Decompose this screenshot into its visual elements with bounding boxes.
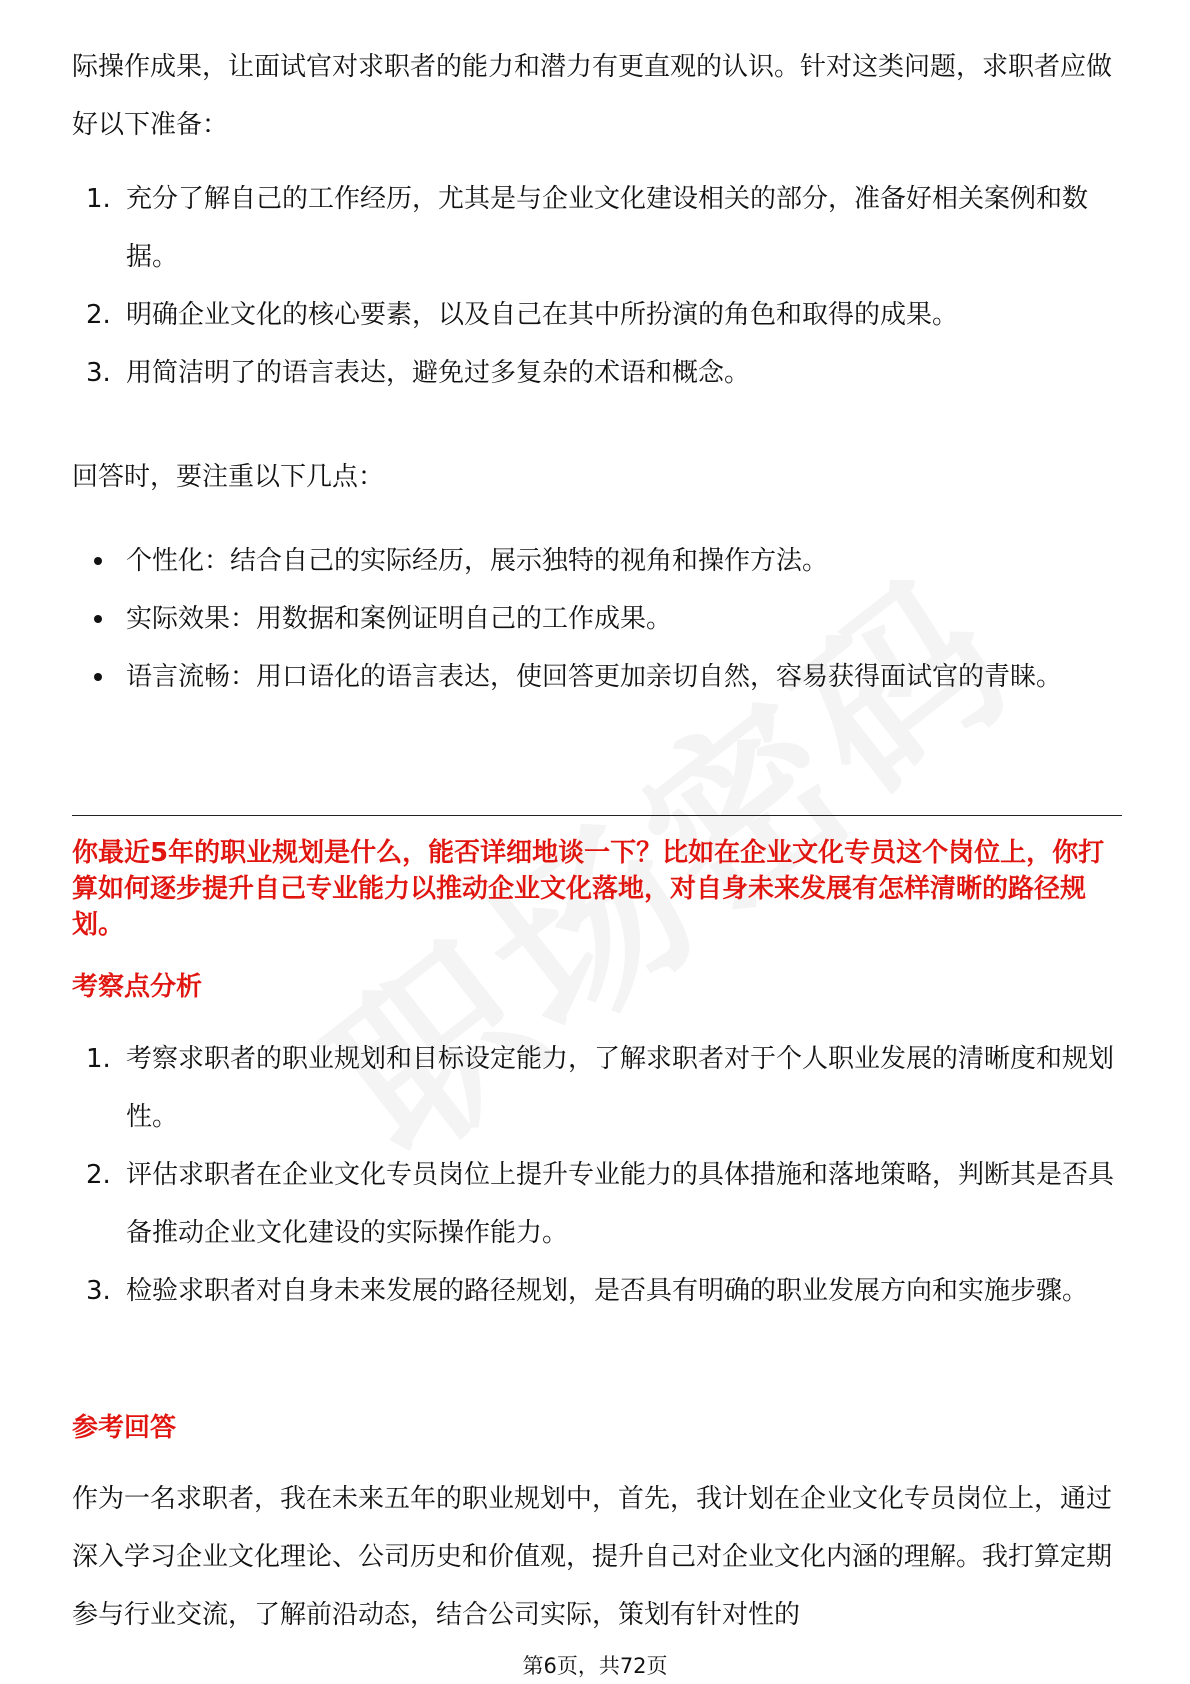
list-item-text: 实际效果：用数据和案例证明自己的工作成果。 [126, 604, 673, 634]
list-item [72, 590, 1122, 648]
list-item [72, 1262, 1122, 1320]
list-item [72, 648, 1122, 706]
list-number: 2. [86, 1160, 111, 1190]
list-item [72, 1146, 1122, 1262]
list-item-text: 评估求职者在企业文化专员岗位上提升专业能力的具体措施和落地策略，判断其是否具备推动企业文化建设的实际操作能力。 [126, 1160, 1115, 1248]
interview-question: 你最近5年的职业规划是什么，能否详细地谈一下？比如在企业文化专员这个岗位上，你打算如何逐步提升自己专业能力以推动企业文化落地，对自身未来发展有怎样清晰的路径规划。 [72, 838, 1105, 940]
list-item-text: 明确企业文化的核心要素，以及自己在其中所扮演的角色和取得的成果。 [126, 300, 959, 330]
bullet-icon [94, 673, 102, 681]
list-number: 1. [86, 1044, 111, 1074]
analysis-heading: 考察点分析 [72, 972, 203, 1002]
list-item [72, 344, 1122, 402]
list-item-text: 检验求职者对自身未来发展的路径规划，是否具有明确的职业发展方向和实施步骤。 [126, 1276, 1089, 1306]
analysis-list [72, 1030, 1122, 1320]
list-item [72, 532, 1122, 590]
intro-paragraph: 际操作成果，让面试官对求职者的能力和潜力有更直观的认识。针对这类问题，求职者应做好以下准备： [72, 52, 1113, 140]
list-item-text: 个性化：结合自己的实际经历，展示独特的视角和操作方法。 [126, 546, 829, 576]
list-number: 1. [86, 184, 111, 214]
list-item [72, 286, 1122, 344]
page-number: 第6页，共72页 [522, 1654, 668, 1678]
list-number: 3. [86, 358, 111, 388]
prep-list [72, 170, 1122, 402]
list-number: 2. [86, 300, 111, 330]
list-item-text: 考察求职者的职业规划和目标设定能力，了解求职者对于个人职业发展的清晰度和规划性。 [126, 1044, 1115, 1132]
list-item-text: 语言流畅：用口语化的语言表达，使回答更加亲切自然，容易获得面试官的青睐。 [126, 662, 1063, 692]
bullet-icon [94, 557, 102, 565]
bullet-icon [94, 615, 102, 623]
list-number: 3. [86, 1276, 111, 1306]
section-divider [72, 815, 1122, 816]
list-item-text: 用简洁明了的语言表达，避免过多复杂的术语和概念。 [126, 358, 751, 388]
list-item-text: 充分了解自己的工作经历，尤其是与企业文化建设相关的部分，准备好相关案例和数据。 [126, 184, 1089, 272]
reference-paragraph: 作为一名求职者，我在未来五年的职业规划中，首先，我计划在企业文化专员岗位上，通过深入学习企业文化理论、公司历史和价值观，提升自己对企业文化内涵的理解。我打算定期参与行业交流，了解前沿动态，结合公司实际，策划有针对性的 [72, 1484, 1113, 1630]
list-item [72, 170, 1122, 286]
answer-tips-intro: 回答时，要注重以下几点： [72, 462, 385, 492]
answer-tips-list [72, 532, 1122, 706]
list-item [72, 1030, 1122, 1146]
reference-heading: 参考回答 [72, 1413, 177, 1443]
